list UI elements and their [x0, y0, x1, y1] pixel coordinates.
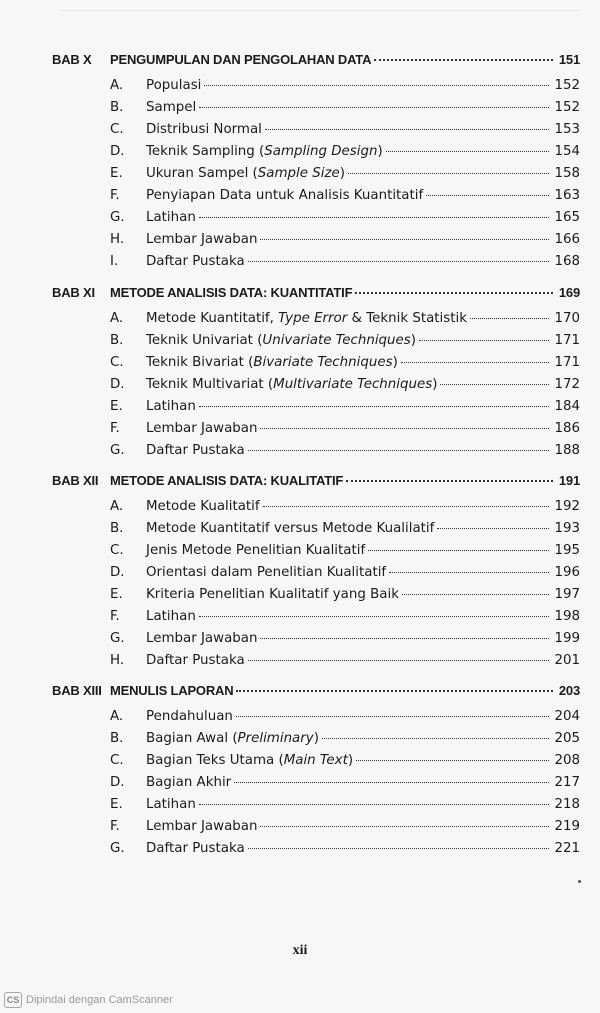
toc-entry[interactable] [110, 709, 580, 728]
entry-page-number: 171 [554, 333, 580, 348]
entry-page-number: 171 [554, 355, 580, 370]
chapter-number: BAB XII [52, 473, 99, 488]
toc-entry[interactable] [110, 399, 580, 418]
entry-title-text: Lembar Jawaban [146, 631, 258, 646]
entry-title-text: Latihan [146, 609, 196, 624]
entry-title [146, 254, 245, 269]
toc-entry[interactable] [110, 122, 580, 141]
entry-title-text: Latihan [146, 399, 196, 414]
entry-title-text: Pendahuluan [146, 709, 233, 724]
toc-entry[interactable] [110, 377, 580, 396]
entry-letter: C. [110, 753, 124, 768]
entry-title-text: Populasi [146, 78, 202, 93]
toc-entry[interactable] [110, 797, 580, 816]
entry-page-number: 152 [554, 100, 580, 115]
entry-page-number: 168 [554, 254, 580, 269]
entry-letter: F. [110, 609, 120, 624]
entry-page-number: 205 [554, 731, 580, 746]
entry-page-number: 192 [554, 499, 580, 514]
toc-entry[interactable] [110, 188, 580, 207]
entry-letter: B. [110, 521, 124, 536]
entry-title-italic: Multivariate Techniques [273, 377, 433, 392]
scan-speck [578, 880, 581, 883]
dot-leader [440, 384, 549, 385]
toc-entry[interactable] [110, 100, 580, 119]
entry-title-text: Bagian Akhir [146, 775, 232, 790]
dot-leader [389, 572, 549, 573]
entry-title-suffix: ) [392, 355, 398, 370]
chapter-title: PENGUMPULAN DAN PENGOLAHAN DATA [110, 52, 372, 67]
chapter-heading[interactable] [52, 285, 580, 303]
toc-entry[interactable] [110, 587, 580, 606]
dot-leader [248, 848, 549, 849]
chapter-title: METODE ANALISIS DATA: KUANTITATIF [110, 285, 353, 300]
entry-page-number: 196 [554, 565, 580, 580]
dot-leader [470, 318, 549, 319]
entry-letter: B. [110, 333, 124, 348]
entry-title-text: Metode Kuantitatif, [146, 311, 279, 326]
entry-title [146, 709, 233, 724]
entry-title [146, 631, 257, 646]
entry-page-number: 165 [554, 210, 580, 225]
dot-leader [236, 690, 553, 692]
toc-entry[interactable] [110, 775, 580, 794]
dot-leader [260, 638, 549, 639]
entry-letter: D. [110, 775, 125, 790]
dot-leader [402, 594, 549, 595]
dot-leader [368, 550, 549, 551]
entry-title [146, 565, 386, 580]
entry-letter: F. [110, 188, 120, 203]
dot-leader [248, 261, 549, 262]
entry-title-text: Daftar Pustaka [146, 841, 245, 856]
toc-entry[interactable] [110, 78, 580, 97]
entry-title [146, 521, 434, 536]
entry-letter: A. [110, 709, 124, 724]
entry-title [146, 399, 196, 414]
toc-entry[interactable] [110, 210, 580, 229]
entry-title [146, 144, 383, 159]
entry-title-suffix: ) [313, 731, 319, 746]
entry-page-number: 153 [554, 122, 580, 137]
entry-title-text: Teknik Multivariat ( [146, 377, 274, 392]
toc-entry[interactable] [110, 333, 580, 352]
chapter-page-number: 203 [558, 683, 580, 698]
entry-title [146, 311, 467, 326]
entry-page-number: 170 [554, 311, 580, 326]
entry-title-italic: Univariate Techniques [262, 333, 411, 348]
entry-title [146, 355, 398, 370]
entry-title [146, 232, 257, 247]
entry-title [146, 122, 262, 137]
dot-leader [236, 716, 549, 717]
entry-title-text: Metode Kualitatif [146, 499, 260, 514]
entry-letter: H. [110, 232, 125, 247]
entry-title-text: Daftar Pustaka [146, 254, 245, 269]
page-top-edge [60, 10, 580, 11]
entry-title [146, 797, 196, 812]
toc-entry[interactable] [110, 443, 580, 462]
entry-title [146, 587, 399, 602]
chapter-number: BAB XIII [52, 683, 102, 698]
entry-title-italic: Preliminary [237, 731, 314, 746]
toc-entry[interactable] [110, 421, 580, 440]
watermark-text: Dipindai dengan CamScanner [26, 994, 173, 1006]
entry-letter: G. [110, 210, 125, 225]
toc-entry[interactable] [110, 565, 580, 584]
entry-page-number: 186 [554, 421, 580, 436]
entry-letter: A. [110, 78, 124, 93]
entry-title-text: Lembar Jawaban [146, 819, 258, 834]
entry-title [146, 443, 245, 458]
entry-letter: E. [110, 166, 123, 181]
entry-title [146, 731, 319, 746]
entry-title-italic: Main Text [283, 753, 348, 768]
dot-leader [346, 480, 553, 482]
entry-title [146, 775, 231, 790]
chapter-page-number: 191 [558, 473, 580, 488]
entry-title-text: Jenis Metode Penelitian Kualitatif [146, 543, 366, 558]
toc-entry[interactable] [110, 819, 580, 838]
dot-leader [260, 239, 549, 240]
entry-page-number: 198 [554, 609, 580, 624]
toc-entry[interactable] [110, 499, 580, 518]
dot-leader [263, 506, 549, 507]
entry-title [146, 210, 196, 225]
entry-page-number: 184 [554, 399, 580, 414]
entry-letter: E. [110, 587, 123, 602]
entry-page-number: 166 [554, 232, 580, 247]
chapter-heading[interactable] [52, 52, 580, 70]
entry-title-text: Teknik Sampling ( [146, 144, 265, 159]
entry-page-number: 152 [554, 78, 580, 93]
dot-leader [234, 782, 549, 783]
entry-title [146, 499, 260, 514]
entry-title-italic: Sampling Design [264, 144, 378, 159]
chapter-heading[interactable] [52, 683, 580, 701]
entry-title-text: Ukuran Sampel ( [146, 166, 258, 181]
toc-entry[interactable] [110, 254, 580, 273]
entry-title [146, 543, 365, 558]
dot-leader [401, 362, 549, 363]
dot-leader [386, 151, 549, 152]
entry-letter: A. [110, 311, 124, 326]
entry-title-suffix: ) [377, 144, 383, 159]
entry-page-number: 195 [554, 543, 580, 558]
dot-leader [322, 738, 549, 739]
toc-entry[interactable] [110, 609, 580, 628]
entry-page-number: 201 [554, 653, 580, 668]
entry-title [146, 333, 416, 348]
entry-title-suffix: & Teknik Statistik [347, 311, 467, 326]
dot-leader [204, 85, 549, 86]
toc-entry[interactable] [110, 311, 580, 330]
chapter-title: METODE ANALISIS DATA: KUALITATIF [110, 473, 344, 488]
entry-title [146, 841, 245, 856]
dot-leader [248, 660, 549, 661]
entry-title-text: Kriteria Penelitian Kualitatif yang Baik [146, 587, 399, 602]
dot-leader [199, 107, 549, 108]
camscanner-watermark [4, 992, 173, 1008]
entry-page-number: 172 [554, 377, 580, 392]
entry-title [146, 166, 345, 181]
entry-title-text: Lembar Jawaban [146, 421, 258, 436]
entry-letter: G. [110, 443, 125, 458]
toc-entry[interactable] [110, 144, 580, 163]
entry-title-text: Metode Kuantitatif versus Metode Kualilatif [146, 521, 435, 536]
entry-letter: B. [110, 100, 124, 115]
toc-entry[interactable] [110, 521, 580, 540]
entry-letter: D. [110, 565, 125, 580]
entry-title-text: Orientasi dalam Penelitian Kualitatif [146, 565, 387, 580]
dot-leader [260, 428, 549, 429]
toc-entry[interactable] [110, 841, 580, 860]
entry-title [146, 377, 437, 392]
entry-title-suffix: ) [339, 166, 345, 181]
toc-entry[interactable] [110, 653, 580, 672]
entry-title-text: Teknik Bivariat ( [146, 355, 254, 370]
entry-page-number: 199 [554, 631, 580, 646]
entry-title [146, 421, 257, 436]
toc-entry[interactable] [110, 631, 580, 650]
entry-title [146, 819, 257, 834]
entry-page-number: 204 [554, 709, 580, 724]
entry-letter: C. [110, 543, 124, 558]
camscanner-logo-icon: CS [4, 992, 22, 1008]
entry-title-suffix: ) [410, 333, 416, 348]
entry-page-number: 188 [554, 443, 580, 458]
entry-title [146, 78, 201, 93]
toc-entry[interactable] [110, 355, 580, 374]
entry-title-italic: Bivariate Techniques [253, 355, 393, 370]
entry-letter: A. [110, 499, 124, 514]
entry-title-italic: Type Error [278, 311, 348, 326]
dot-leader [348, 173, 549, 174]
entry-title-text: Teknik Univariat ( [146, 333, 263, 348]
entry-letter: G. [110, 631, 125, 646]
entry-page-number: 221 [554, 841, 580, 856]
entry-title-text: Bagian Awal ( [146, 731, 238, 746]
entry-title-text: Latihan [146, 797, 196, 812]
entry-title-text: Bagian Teks Utama ( [146, 753, 284, 768]
entry-title-suffix: ) [432, 377, 438, 392]
entry-letter: D. [110, 377, 125, 392]
dot-leader [199, 406, 549, 407]
entry-letter: I. [110, 254, 119, 269]
entry-title-italic: Sample Size [257, 166, 340, 181]
entry-title-suffix: ) [347, 753, 354, 768]
entry-title [146, 609, 196, 624]
chapter-page-number: 169 [558, 285, 580, 300]
entry-title-text: Sampel [146, 100, 197, 115]
dot-leader [265, 129, 549, 130]
entry-page-number: 208 [554, 753, 580, 768]
page-number: xii [292, 943, 308, 958]
dot-leader [374, 59, 553, 61]
entry-title-text: Latihan [146, 210, 196, 225]
chapter-number: BAB X [52, 52, 92, 67]
toc-entry[interactable] [110, 753, 580, 772]
entry-page-number: 158 [554, 166, 580, 181]
entry-letter: E. [110, 797, 123, 812]
chapter-page-number: 151 [558, 52, 580, 67]
entry-title [146, 188, 423, 203]
dot-leader [199, 804, 549, 805]
entry-title-text: Distribusi Normal [146, 122, 262, 137]
chapter-heading[interactable] [52, 473, 580, 491]
entry-title-text: Penyiapan Data untuk Analisis Kuantitatif [146, 188, 424, 203]
entry-title-text: Daftar Pustaka [146, 653, 245, 668]
dot-leader [437, 528, 549, 529]
dot-leader [355, 292, 553, 294]
dot-leader [199, 616, 549, 617]
entry-letter: G. [110, 841, 125, 856]
entry-title-text: Daftar Pustaka [146, 443, 245, 458]
entry-title [146, 653, 245, 668]
dot-leader [419, 340, 549, 341]
entry-letter: F. [110, 819, 120, 834]
chapter-title: MENULIS LAPORAN [110, 683, 234, 698]
toc-entry[interactable] [110, 543, 580, 562]
entry-title [146, 753, 353, 768]
entry-page-number: 217 [554, 775, 580, 790]
entry-letter: H. [110, 653, 125, 668]
entry-letter: C. [110, 355, 124, 370]
toc-entry[interactable] [110, 731, 580, 750]
toc-entry[interactable] [110, 232, 580, 251]
entry-page-number: 193 [554, 521, 580, 536]
toc-entry[interactable] [110, 166, 580, 185]
dot-leader [260, 826, 549, 827]
chapter-number: BAB XI [52, 285, 95, 300]
entry-letter: E. [110, 399, 123, 414]
entry-page-number: 218 [554, 797, 580, 812]
entry-title [146, 100, 196, 115]
entry-page-number: 197 [554, 587, 580, 602]
entry-title-text: Lembar Jawaban [146, 232, 258, 247]
entry-page-number: 219 [554, 819, 580, 834]
dot-leader [248, 450, 549, 451]
entry-letter: F. [110, 421, 120, 436]
entry-page-number: 154 [554, 144, 580, 159]
entry-page-number: 163 [554, 188, 580, 203]
dot-leader [356, 760, 549, 761]
entry-letter: B. [110, 731, 124, 746]
entry-letter: C. [110, 122, 124, 137]
dot-leader [199, 217, 549, 218]
entry-letter: D. [110, 144, 125, 159]
dot-leader [426, 195, 549, 196]
